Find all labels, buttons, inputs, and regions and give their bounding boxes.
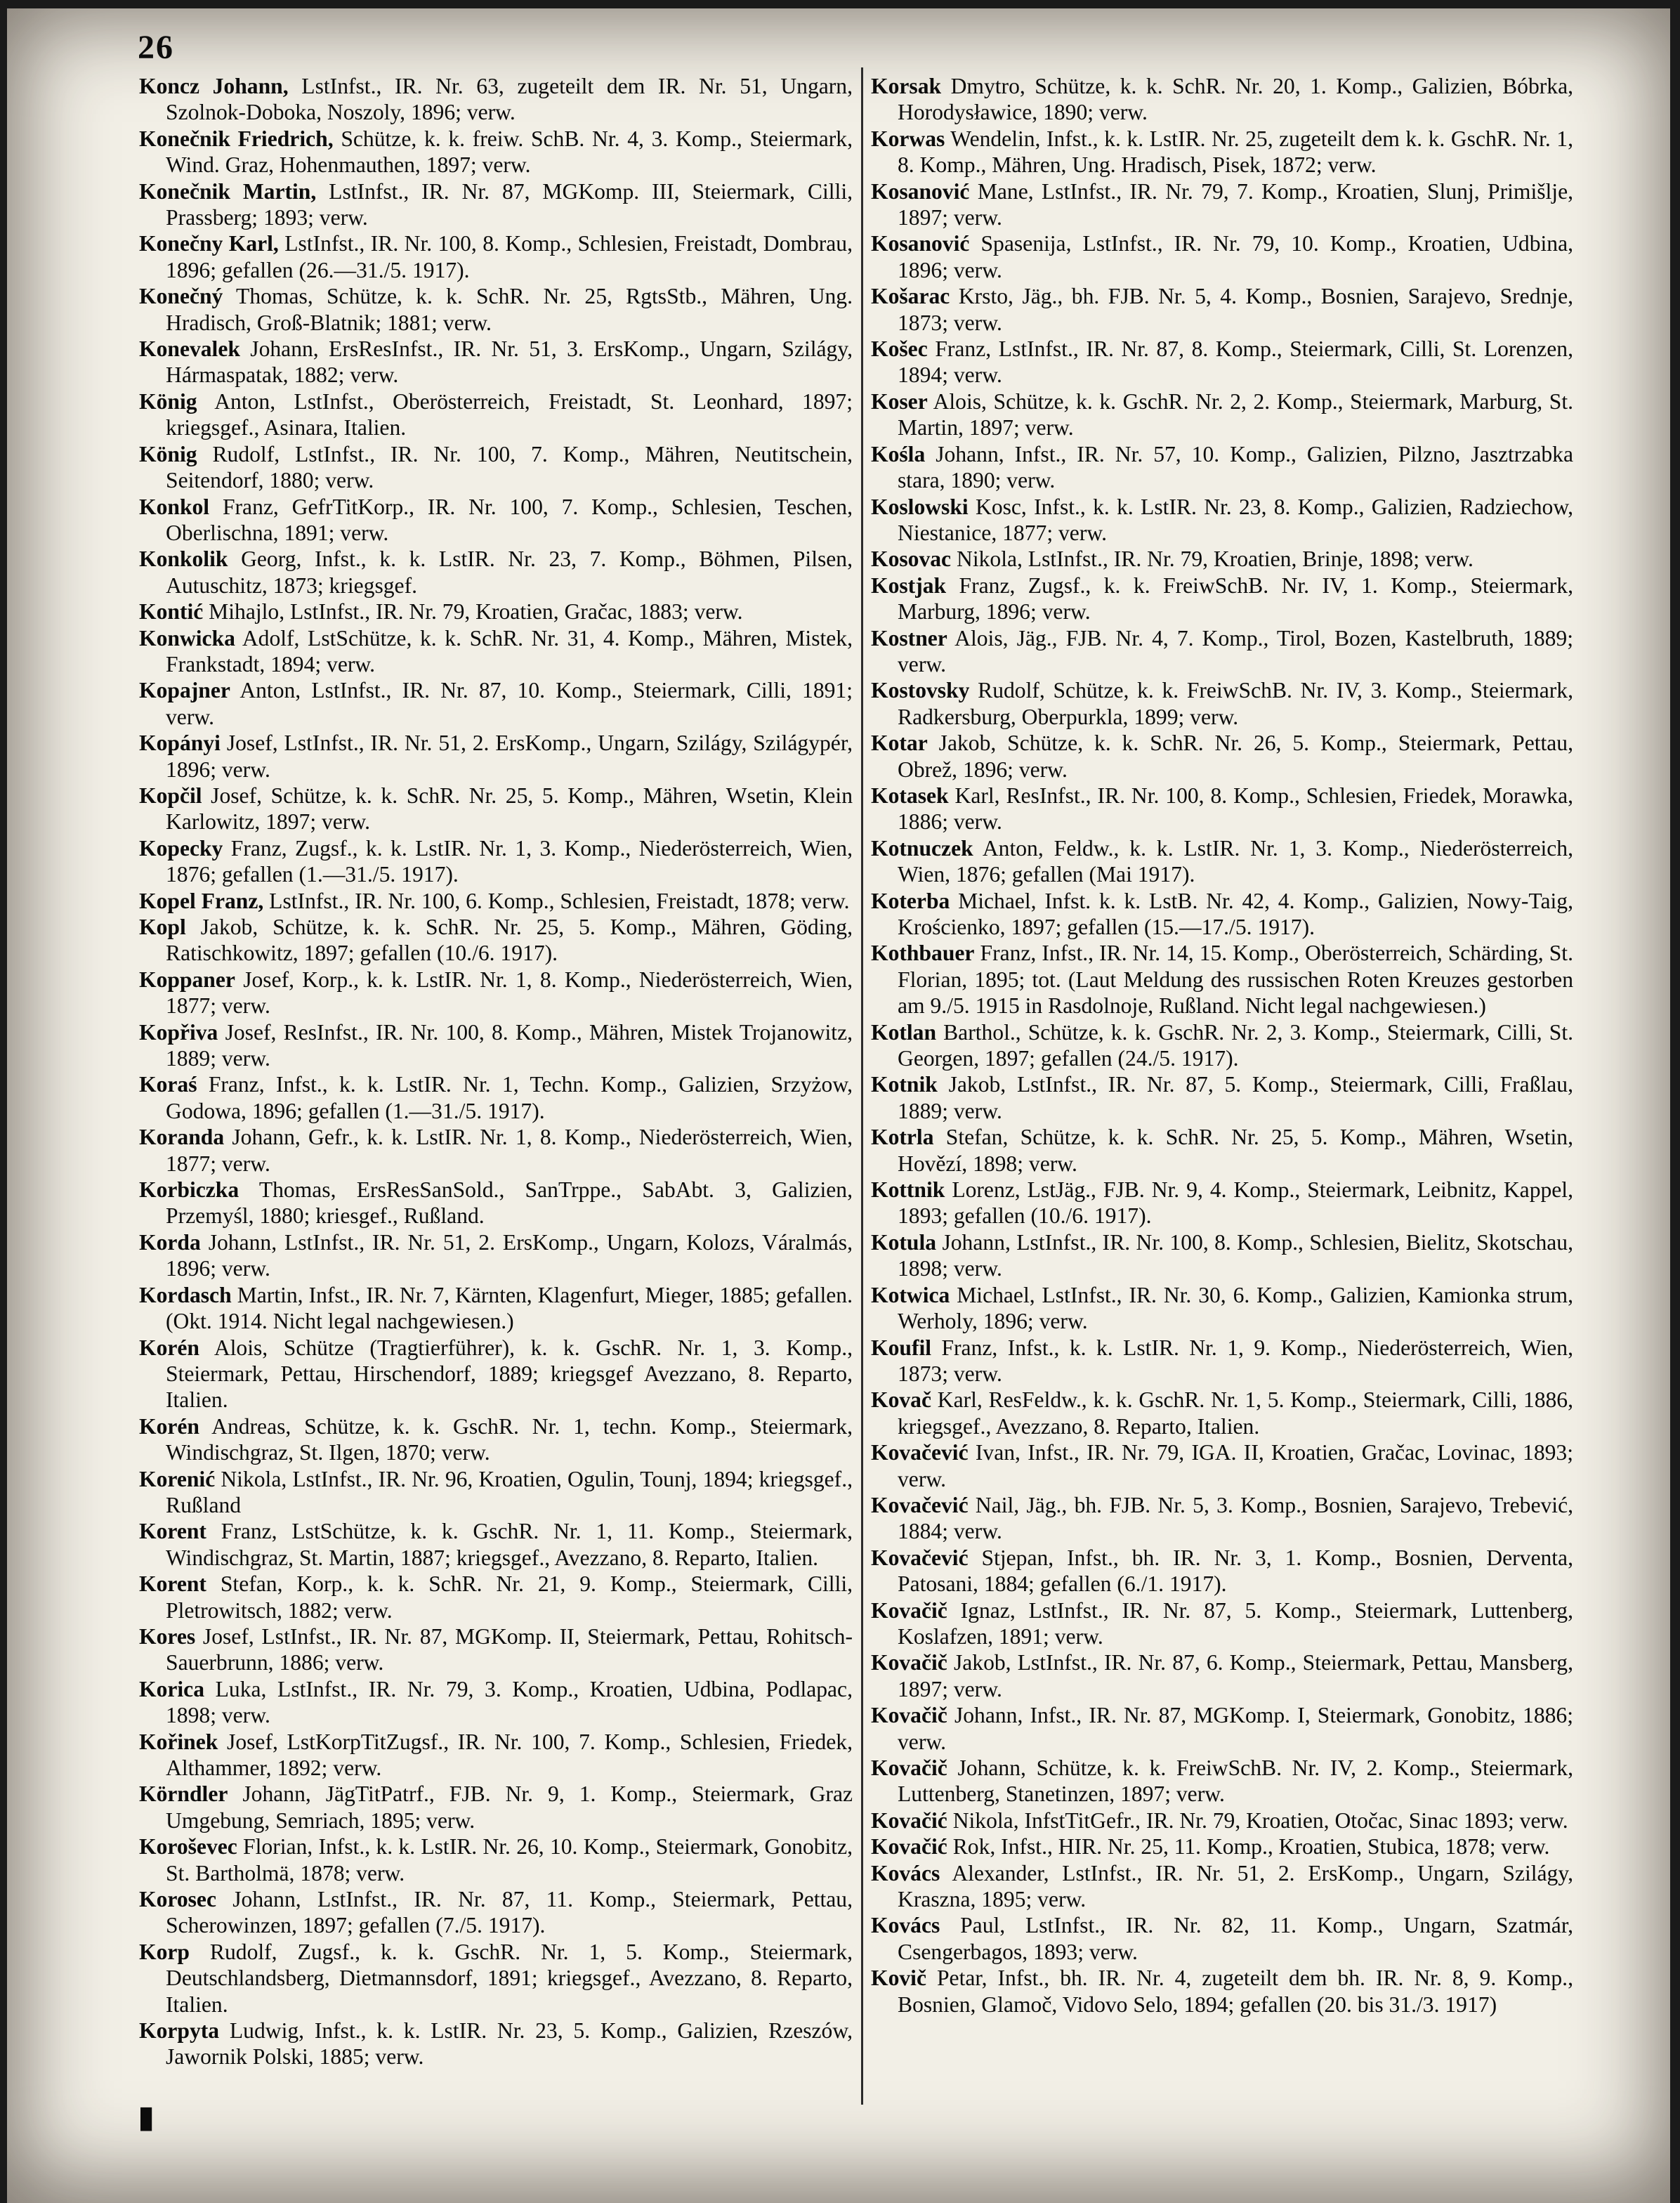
scan-border-left: [0, 0, 7, 2203]
entry-name: Kosanović: [871, 231, 970, 256]
register-entry: [871, 888, 1573, 941]
entry-name: Koslowski: [871, 494, 969, 519]
register-entry: [871, 1439, 1573, 1492]
entry-name: Korén: [139, 1413, 199, 1439]
entry-name: Kopel Franz,: [139, 888, 264, 913]
entry-name: Kopecky: [139, 835, 223, 861]
register-entry: [871, 1755, 1573, 1807]
entry-details: Anton, Feldw., k. k. LstIR. Nr. 1, 3. Komp., Niederösterreich, Wien, 1876; gefallen (Mai 1917).: [898, 835, 1573, 887]
entry-name: Korsak: [871, 74, 942, 98]
register-entry: [139, 73, 853, 126]
register-entry: [871, 1649, 1573, 1702]
entry-name: Kovač: [871, 1387, 931, 1413]
entry-name: Kovačić: [871, 1834, 947, 1859]
register-entry: [139, 388, 853, 441]
register-entry: [139, 1781, 853, 1833]
register-entry: [139, 1676, 853, 1729]
register-entry: [139, 1518, 853, 1571]
entry-name: Kovačević: [871, 1440, 969, 1465]
register-entry: [871, 1124, 1573, 1177]
register-entry: [871, 1833, 1573, 1859]
entry-details: Alois, Schütze (Tragtierführer), k. k. GschR. Nr. 1, 3. Komp., Steiermark, Pettau, Hirschendorf, 1889; kriegsgef Avezzano, 8. Reparto, Italien.: [166, 1335, 853, 1413]
entry-name: Košarac: [871, 284, 950, 309]
register-entry: [139, 1229, 853, 1282]
entry-name: Korpyta: [139, 2018, 220, 2044]
entry-details: Andreas, Schütze, k. k. GschR. Nr. 1, techn. Komp., Steiermark, Windischgraz, St. Ilgen, 1870; verw.: [166, 1413, 853, 1465]
entry-details: Nikola, InfstTitGefr., IR. Nr. 79, Kroatien, Otočac, Sinac 1893; verw.: [952, 1807, 1568, 1833]
register-entry: [139, 1466, 853, 1519]
entry-name: Kovačič: [871, 1756, 947, 1780]
entry-name: Kotnuczek: [871, 835, 973, 861]
entry-name: Kontić: [139, 599, 204, 625]
register-entry: [139, 178, 853, 231]
entry-name: Kovačević: [871, 1545, 969, 1570]
entry-details: Barthol., Schütze, k. k. GschR. Nr. 2, 3. Komp., Steiermark, Cilli, St. Georgen, 1897; gefallen (24./5. 1917).: [898, 1019, 1573, 1071]
entry-name: Korent: [139, 1519, 206, 1544]
entry-details: LstInfst., IR. Nr. 63, zugeteilt dem IR. Nr. 51, Ungarn, Szolnok-Doboka, Noszoly, 1896; verw.: [166, 74, 853, 125]
register-entry: [139, 625, 853, 678]
entry-name: Kopajner: [139, 678, 230, 703]
register-entry: [139, 283, 853, 336]
left-column: [139, 73, 853, 2070]
entry-details: Rudolf, Schütze, k. k. FreiwSchB. Nr. IV, 3. Komp., Steiermark, Radkersburg, Oberpurkla, 1899; verw.: [898, 678, 1573, 729]
entry-name: Kořinek: [139, 1729, 218, 1754]
entry-name: Koncz Johann,: [139, 74, 289, 98]
entry-name: Kośla: [871, 441, 926, 466]
entry-name: König: [139, 441, 197, 466]
entry-name: Korica: [139, 1676, 204, 1701]
entry-name: Kostovsky: [871, 678, 970, 703]
entry-name: Kotnik: [871, 1072, 938, 1097]
entry-details: LstInfst., IR. Nr. 100, 8. Komp., Schlesien, Freistadt, Dombrau, 1896; gefallen (26.—31./5. 1917).: [166, 231, 853, 282]
entry-name: Kotrla: [871, 1125, 934, 1150]
scan-border-right: [1670, 0, 1680, 2203]
entry-name: Kovács: [871, 1913, 940, 1938]
entry-name: Košec: [871, 336, 928, 362]
entry-details: Rudolf, Zugsf., k. k. GschR. Nr. 1, 5. Komp., Steiermark, Deutschlandsberg, Dietmannsdorf, 1891; kriegsgef., Avezzano, 8. Reparto, Italien.: [166, 1939, 853, 2017]
entry-name: Konwicka: [139, 625, 235, 651]
entry-details: Alexander, LstInfst., IR. Nr. 51, 2. ErsKomp., Ungarn, Szilágy, Kraszna, 1895; verw.: [898, 1860, 1573, 1912]
register-entry: [139, 1939, 853, 2018]
entry-details: Johann, Infst., IR. Nr. 87, MGKomp. I, Steiermark, Gonobitz, 1886; verw.: [898, 1703, 1573, 1754]
entry-name: Konečnik Friedrich,: [139, 126, 334, 151]
entry-details: Petar, Infst., bh. IR. Nr. 4, zugeteilt dem bh. IR. Nr. 8, 9. Komp., Bosnien, Glamoč, Vidovo Selo, 1894; gefallen (20. bis 31./3. 1917): [898, 1966, 1573, 2017]
entry-details: Ignaz, LstInfst., IR. Nr. 87, 5. Komp., Steiermark, Luttenberg, Koslafzen, 1891; verw.: [898, 1597, 1573, 1649]
register-entry: [139, 1177, 853, 1229]
entry-name: Koroševec: [139, 1834, 237, 1859]
entry-name: Koraś: [139, 1072, 197, 1097]
register-entry: [139, 1019, 853, 1072]
register-entry: [871, 126, 1573, 178]
register-entry: [139, 835, 853, 888]
entry-name: Kordasch: [139, 1282, 232, 1307]
entry-details: Johann, Infst., IR. Nr. 57, 10. Komp., Galizien, Pilzno, Jasztrzabka stara, 1890; verw.: [898, 441, 1573, 493]
column-divider: [861, 67, 863, 2105]
entry-details: Anton, LstInfst., IR. Nr. 87, 10. Komp., Steiermark, Cilli, 1891; verw.: [166, 678, 853, 729]
register-entry: [139, 730, 853, 783]
entry-details: Michael, Infst. k. k. LstB. Nr. 42, 4. Komp., Galizien, Nowy-Taig, Krościenko, 1897; gefallen (15.—17./5. 1917).: [898, 888, 1573, 939]
entry-details: Anton, LstInfst., Oberösterreich, Freistadt, St. Leonhard, 1897; kriegsgef., Asinara, Italien.: [166, 388, 853, 440]
entry-details: Krsto, Jäg., bh. FJB. Nr. 5, 4. Komp., Bosnien, Sarajevo, Srednje, 1873; verw.: [898, 284, 1573, 335]
entry-name: Kotula: [871, 1229, 937, 1255]
register-entry: [139, 1623, 853, 1676]
entry-name: Koterba: [871, 888, 950, 913]
register-entry: [871, 1071, 1573, 1124]
entry-details: Josef, LstKorpTitZugsf., IR. Nr. 100, 7. Komp., Schlesien, Friedek, Althammer, 1892; verw.: [166, 1729, 853, 1780]
entry-name: Koufil: [871, 1335, 932, 1360]
entry-details: Karl, ResFeldw., k. k. GschR. Nr. 1, 5. Komp., Steiermark, Cilli, 1886, kriegsgef., Avezzano, 8. Reparto, Italien.: [898, 1387, 1574, 1439]
entry-details: Thomas, Schütze, k. k. SchR. Nr. 25, RgtsStb., Mähren, Ung. Hradisch, Groß-Blatnik; 1881; verw.: [166, 284, 853, 335]
entry-details: Alois, Schütze, k. k. GschR. Nr. 2, 2. Komp., Steiermark, Marburg, St. Martin, 1897; verw.: [898, 388, 1573, 440]
entry-name: Korbiczka: [139, 1177, 239, 1203]
register-entry: [871, 1019, 1573, 1072]
entry-details: Luka, LstInfst., IR. Nr. 79, 3. Komp., Kroatien, Udbina, Podlapac, 1898; verw.: [166, 1676, 853, 1728]
entry-details: Adolf, LstSchütze, k. k. SchR. Nr. 31, 4. Komp., Mähren, Mistek, Frankstadt, 1894; verw.: [166, 625, 853, 676]
register-entry: [871, 283, 1573, 336]
register-entry: [139, 599, 853, 625]
register-entry: [871, 1177, 1573, 1229]
entry-name: Konkol: [139, 494, 210, 519]
entry-details: Franz, Infst., k. k. LstIR. Nr. 1, Techn. Komp., Galizien, Srzyżow, Godowa, 1896; gefallen (1.—31./5. 1917).: [166, 1072, 853, 1123]
entry-details: Stjepan, Infst., bh. IR. Nr. 3, 1. Komp., Bosnien, Derventa, Patosani, 1884; gefallen (6./1. 1917).: [898, 1545, 1573, 1597]
register-entry: [139, 441, 853, 494]
entry-details: Johann, LstInfst., IR. Nr. 51, 2. ErsKomp., Ungarn, Kolozs, Váralmás, 1896; verw.: [166, 1229, 853, 1281]
register-entry: [871, 1387, 1573, 1439]
entry-details: Jakob, LstInfst., IR. Nr. 87, 6. Komp., Steiermark, Pettau, Mansberg, 1897; verw.: [898, 1650, 1573, 1701]
register-entry: [139, 1282, 853, 1335]
register-entry: [139, 1124, 853, 1177]
entry-name: Kosanović: [871, 178, 970, 204]
entry-name: Kotasek: [871, 783, 949, 808]
entry-details: Johann, ErsResInfst., IR. Nr. 51, 3. ErsKomp., Ungarn, Szilágy, Hármaspatak, 1882; verw.: [166, 336, 853, 388]
entry-name: Korenić: [139, 1466, 216, 1491]
entry-name: Korwas: [871, 126, 945, 151]
register-entry: [871, 73, 1573, 126]
entry-details: Josef, Korp., k. k. LstIR. Nr. 1, 8. Komp., Niederösterreich, Wien, 1877; verw.: [166, 967, 853, 1019]
entry-name: Kosovac: [871, 547, 952, 572]
scan-border-top: [0, 0, 1680, 8]
entry-details: Schütze, k. k. freiw. SchB. Nr. 4, 3. Komp., Steiermark, Wind. Graz, Hohenmauthen, 1897; verw.: [166, 126, 853, 178]
entry-name: Konečny Karl,: [139, 231, 279, 256]
entry-details: Mane, LstInfst., IR. Nr. 79, 7. Komp., Kroatien, Slunj, Primišlje, 1897; verw.: [898, 178, 1573, 230]
right-column: [871, 73, 1573, 2018]
entry-details: Johann, Gefr., k. k. LstIR. Nr. 1, 8. Komp., Niederösterreich, Wien, 1877; verw.: [166, 1125, 853, 1176]
register-entry: [871, 1912, 1573, 1965]
entry-name: Kostjak: [871, 573, 947, 598]
register-entry: [871, 783, 1573, 835]
entry-details: Jakob, Schütze, k. k. SchR. Nr. 26, 5. Komp., Steiermark, Pettau, Obrež, 1896; verw.: [898, 731, 1573, 782]
entry-details: Josef, Schütze, k. k. SchR. Nr. 25, 5. Komp., Mähren, Wsetin, Klein Karlowitz, 1897; verw.: [166, 783, 853, 835]
register-entry: [871, 1860, 1573, 1913]
entry-name: Kopčil: [139, 783, 202, 808]
entry-name: Korent: [139, 1571, 206, 1597]
entry-details: Johann, LstInfst., IR. Nr. 100, 8. Komp., Schlesien, Bielitz, Skotschau, 1898; verw.: [898, 1229, 1573, 1281]
register-entry: [139, 677, 853, 730]
entry-details: Ivan, Infst., IR. Nr. 79, IGA. II, Kroatien, Gračac, Lovinac, 1893; verw.: [898, 1440, 1573, 1491]
entry-name: Körndler: [139, 1782, 228, 1807]
register-entry: [871, 1282, 1573, 1335]
entry-details: Franz, Zugsf., k. k. FreiwSchB. Nr. IV, 1. Komp., Steiermark, Marburg, 1896; verw.: [898, 573, 1573, 625]
register-entry: [139, 126, 853, 178]
register-entry: [871, 178, 1573, 231]
entry-details: Karl, ResInfst., IR. Nr. 100, 8. Komp., Schlesien, Friedek, Morawka, 1886; verw.: [898, 783, 1573, 835]
register-entry: [139, 783, 853, 835]
entry-details: Johann, LstInfst., IR. Nr. 87, 11. Komp., Steiermark, Pettau, Scherowinzen, 1897; gefallen (7./5. 1917).: [166, 1887, 853, 1938]
entry-name: Kovačič: [871, 1597, 947, 1623]
entry-name: Kovačič: [871, 1703, 947, 1728]
entry-name: Korén: [139, 1335, 199, 1360]
entry-name: Kopřiva: [139, 1019, 218, 1045]
register-entry: [871, 1807, 1573, 1833]
entry-name: Kotar: [871, 731, 928, 756]
register-entry: [139, 1729, 853, 1782]
register-entry: [871, 1229, 1573, 1282]
entry-details: Franz, Infst., k. k. LstIR. Nr. 1, 9. Komp., Niederösterreich, Wien, 1873; verw.: [898, 1335, 1573, 1386]
register-entry: [871, 1545, 1573, 1597]
entry-name: Kovačić: [871, 1807, 947, 1833]
register-entry: [139, 888, 853, 914]
page-number: 26: [138, 29, 174, 66]
entry-name: Kostner: [871, 625, 947, 651]
entry-details: Nikola, LstInfst., IR. Nr. 79, Kroatien, Brinje, 1898; verw.: [957, 547, 1474, 572]
register-entry: [139, 494, 853, 547]
entry-details: Rok, Infst., HIR. Nr. 25, 11. Komp., Kroatien, Stubica, 1878; verw.: [952, 1834, 1550, 1859]
register-entry: [139, 546, 853, 599]
entry-name: Kores: [139, 1623, 196, 1649]
entry-name: Kottnik: [871, 1177, 945, 1203]
margin-mark: ▮: [138, 2100, 155, 2134]
register-entry: [871, 1702, 1573, 1755]
entry-details: Mihajlo, LstInfst., IR. Nr. 79, Kroatien, Gračac, 1883; verw.: [209, 599, 743, 625]
register-entry: [139, 1071, 853, 1124]
register-entry: [871, 1492, 1573, 1545]
entry-details: Franz, GefrTitKorp., IR. Nr. 100, 7. Komp., Schlesien, Teschen, Oberlischna, 1891; verw.: [166, 494, 853, 545]
entry-name: Kovács: [871, 1860, 940, 1885]
register-entry: [139, 230, 853, 283]
entry-details: Nail, Jäg., bh. FJB. Nr. 5, 3. Komp., Bosnien, Sarajevo, Trebević, 1884; verw.: [898, 1492, 1574, 1544]
entry-name: Kotlan: [871, 1019, 937, 1045]
register-entry: [871, 388, 1573, 441]
entry-details: Nikola, LstInfst., IR. Nr. 96, Kroatien, Ogulin, Tounj, 1894; kriegsgef., Rußland: [166, 1466, 853, 1517]
entry-name: Konečnik Martin,: [139, 178, 317, 204]
register-entry: [871, 1597, 1573, 1650]
register-entry: [871, 677, 1573, 730]
register-entry: [871, 546, 1573, 572]
register-entry: [871, 625, 1573, 678]
entry-details: Spasenija, LstInfst., IR. Nr. 79, 10. Komp., Kroatien, Udbina, 1896; verw.: [898, 231, 1573, 282]
entry-details: Johann, JägTitPatrf., FJB. Nr. 9, 1. Komp., Steiermark, Graz Umgebung, Semriach, 1895; verw.: [166, 1782, 853, 1833]
entry-name: Kovačević: [871, 1492, 969, 1517]
entry-name: Kopányi: [139, 731, 221, 756]
register-entry: [139, 914, 853, 967]
entry-name: Kovačič: [871, 1650, 947, 1675]
entry-name: Konečný: [139, 284, 223, 309]
entry-details: Rudolf, LstInfst., IR. Nr. 100, 7. Komp., Mähren, Neutitschein, Seitendorf, 1880; verw.: [166, 441, 853, 493]
entry-details: Jakob, Schütze, k. k. SchR. Nr. 25, 5. Komp., Mähren, Göding, Ratischkowitz, 1897; gefallen (10./6. 1917).: [166, 915, 853, 966]
register-entry: [871, 336, 1573, 388]
entry-details: Franz, Zugsf., k. k. LstIR. Nr. 1, 3. Komp., Niederösterreich, Wien, 1876; gefallen (1.—31./5. 1917).: [166, 835, 853, 887]
register-entry: [871, 1335, 1573, 1387]
entry-details: LstInfst., IR. Nr. 100, 6. Komp., Schlesien, Freistadt, 1878; verw.: [269, 888, 850, 913]
register-entry: [871, 835, 1573, 888]
entry-details: Stefan, Korp., k. k. SchR. Nr. 21, 9. Komp., Steiermark, Cilli, Pletrowitsch, 1882; verw.: [166, 1571, 853, 1623]
entry-name: Koppaner: [139, 967, 235, 992]
entry-details: Jakob, LstInfst., IR. Nr. 87, 5. Komp., Steiermark, Cilli, Fraßlau, 1889; verw.: [898, 1072, 1573, 1123]
entry-name: Koranda: [139, 1125, 225, 1150]
entry-details: Ludwig, Infst., k. k. LstIR. Nr. 23, 5. Komp., Galizien, Rzeszów, Jawornik Polski, 1885; verw.: [166, 2018, 853, 2070]
entry-details: Lorenz, LstJäg., FJB. Nr. 9, 4. Komp., Steiermark, Leibnitz, Kappel, 1893; gefallen (10./6. 1917).: [898, 1177, 1573, 1229]
entry-details: Johann, Schütze, k. k. FreiwSchB. Nr. IV, 2. Komp., Steiermark, Luttenberg, Stanetinzen, 1897; verw.: [898, 1756, 1573, 1807]
entry-name: König: [139, 388, 197, 414]
entry-name: Kothbauer: [871, 941, 975, 966]
entry-details: Franz, LstSchütze, k. k. GschR. Nr. 1, 11. Komp., Steiermark, Windischgraz, St. Martin, 1887; kriegsgef., Avezzano, 8. Reparto, Italien.: [166, 1519, 853, 1570]
entry-details: Stefan, Schütze, k. k. SchR. Nr. 25, 5. Komp., Mähren, Wsetin, Hovězí, 1898; verw.: [898, 1125, 1574, 1176]
register-entry: [139, 2018, 853, 2070]
entry-details: Martin, Infst., IR. Nr. 7, Kärnten, Klagenfurt, Mieger, 1885; gefallen. (Okt. 1914. Nicht legal nachgewiesen.): [166, 1282, 853, 1334]
register-entry: [871, 730, 1573, 783]
entry-details: Alois, Jäg., FJB. Nr. 4, 7. Komp., Tirol, Bozen, Kastelbruth, 1889; verw.: [898, 625, 1573, 676]
register-entry: [139, 1886, 853, 1939]
entry-details: Franz, Infst., IR. Nr. 14, 15. Komp., Oberösterreich, Schärding, St. Florian, 1895; tot. (Laut Meldung des russischen Roten Kreuzes gestorben am 9./5. 1915 in Rasdolnoje, Rußland. Nicht legal nachgewiesen.): [898, 941, 1573, 1019]
entry-details: Franz, LstInfst., IR. Nr. 87, 8. Komp., Steiermark, Cilli, St. Lorenzen, 1894; verw.: [898, 336, 1573, 388]
register-entry: [139, 967, 853, 1019]
entry-name: Korda: [139, 1229, 201, 1255]
register-entry: [139, 1571, 853, 1623]
entry-name: Kopl: [139, 915, 186, 939]
entry-details: Paul, LstInfst., IR. Nr. 82, 11. Komp., Ungarn, Szatmár, Csengerbagos, 1893; verw.: [898, 1913, 1573, 1964]
entry-details: Michael, LstInfst., IR. Nr. 30, 6. Komp., Galizien, Kamionka strum, Werholy, 1896; verw.: [898, 1282, 1573, 1334]
entry-details: Dmytro, Schütze, k. k. SchR. Nr. 20, 1. Komp., Galizien, Bóbrka, Horodysławice, 1890; verw.: [898, 74, 1573, 125]
register-entry: [139, 336, 853, 388]
register-entry: [871, 940, 1573, 1019]
entry-name: Kotwica: [871, 1282, 950, 1307]
entry-details: LstInfst., IR. Nr. 87, MGKomp. III, Steiermark, Cilli, Prassberg; 1893; verw.: [166, 178, 853, 230]
entry-details: Georg, Infst., k. k. LstIR. Nr. 23, 7. Komp., Böhmen, Pilsen, Autuschitz, 1873; kriegsgef.: [166, 547, 853, 598]
entry-name: Konevalek: [139, 336, 240, 362]
register-entry: [871, 494, 1573, 547]
register-entry: [139, 1833, 853, 1886]
register-entry: [871, 230, 1573, 283]
entry-name: Kovič: [871, 1966, 926, 1991]
entry-name: Konkolik: [139, 547, 228, 572]
entry-details: Josef, ResInfst., IR. Nr. 100, 8. Komp., Mähren, Mistek Trojanowitz, 1889; verw.: [166, 1019, 853, 1071]
entry-details: Josef, LstInfst., IR. Nr. 87, MGKomp. II, Steiermark, Pettau, Rohitsch-Sauerbrunn, 1886; verw.: [166, 1623, 853, 1675]
entry-details: Josef, LstInfst., IR. Nr. 51, 2. ErsKomp., Ungarn, Szilágy, Szilágypér, 1896; verw.: [166, 731, 853, 782]
entry-name: Koser: [871, 388, 928, 414]
entry-name: Korp: [139, 1939, 190, 1964]
entry-details: Thomas, ErsResSanSold., SanTrppe., SabAbt. 3, Galizien, Przemyśl, 1880; kriesgef., Rußland.: [166, 1177, 853, 1229]
entry-details: Kosc, Infst., k. k. LstIR. Nr. 23, 8. Komp., Galizien, Radziechow, Niestanice, 1877; verw.: [898, 494, 1573, 545]
entry-details: Florian, Infst., k. k. LstIR. Nr. 26, 10. Komp., Steiermark, Gonobitz, St. Bartholmä, 1878; verw.: [166, 1834, 853, 1885]
register-entry: [871, 573, 1573, 625]
entry-details: Wendelin, Infst., k. k. LstIR. Nr. 25, zugeteilt dem k. k. GschR. Nr. 1, 8. Komp., Mähren, Ung. Hradisch, Pisek, 1872; verw.: [898, 126, 1574, 178]
register-entry: [139, 1413, 853, 1466]
register-entry: [139, 1335, 853, 1413]
register-entry: [871, 441, 1573, 494]
register-entry: [871, 1965, 1573, 2018]
entry-name: Korosec: [139, 1887, 216, 1912]
